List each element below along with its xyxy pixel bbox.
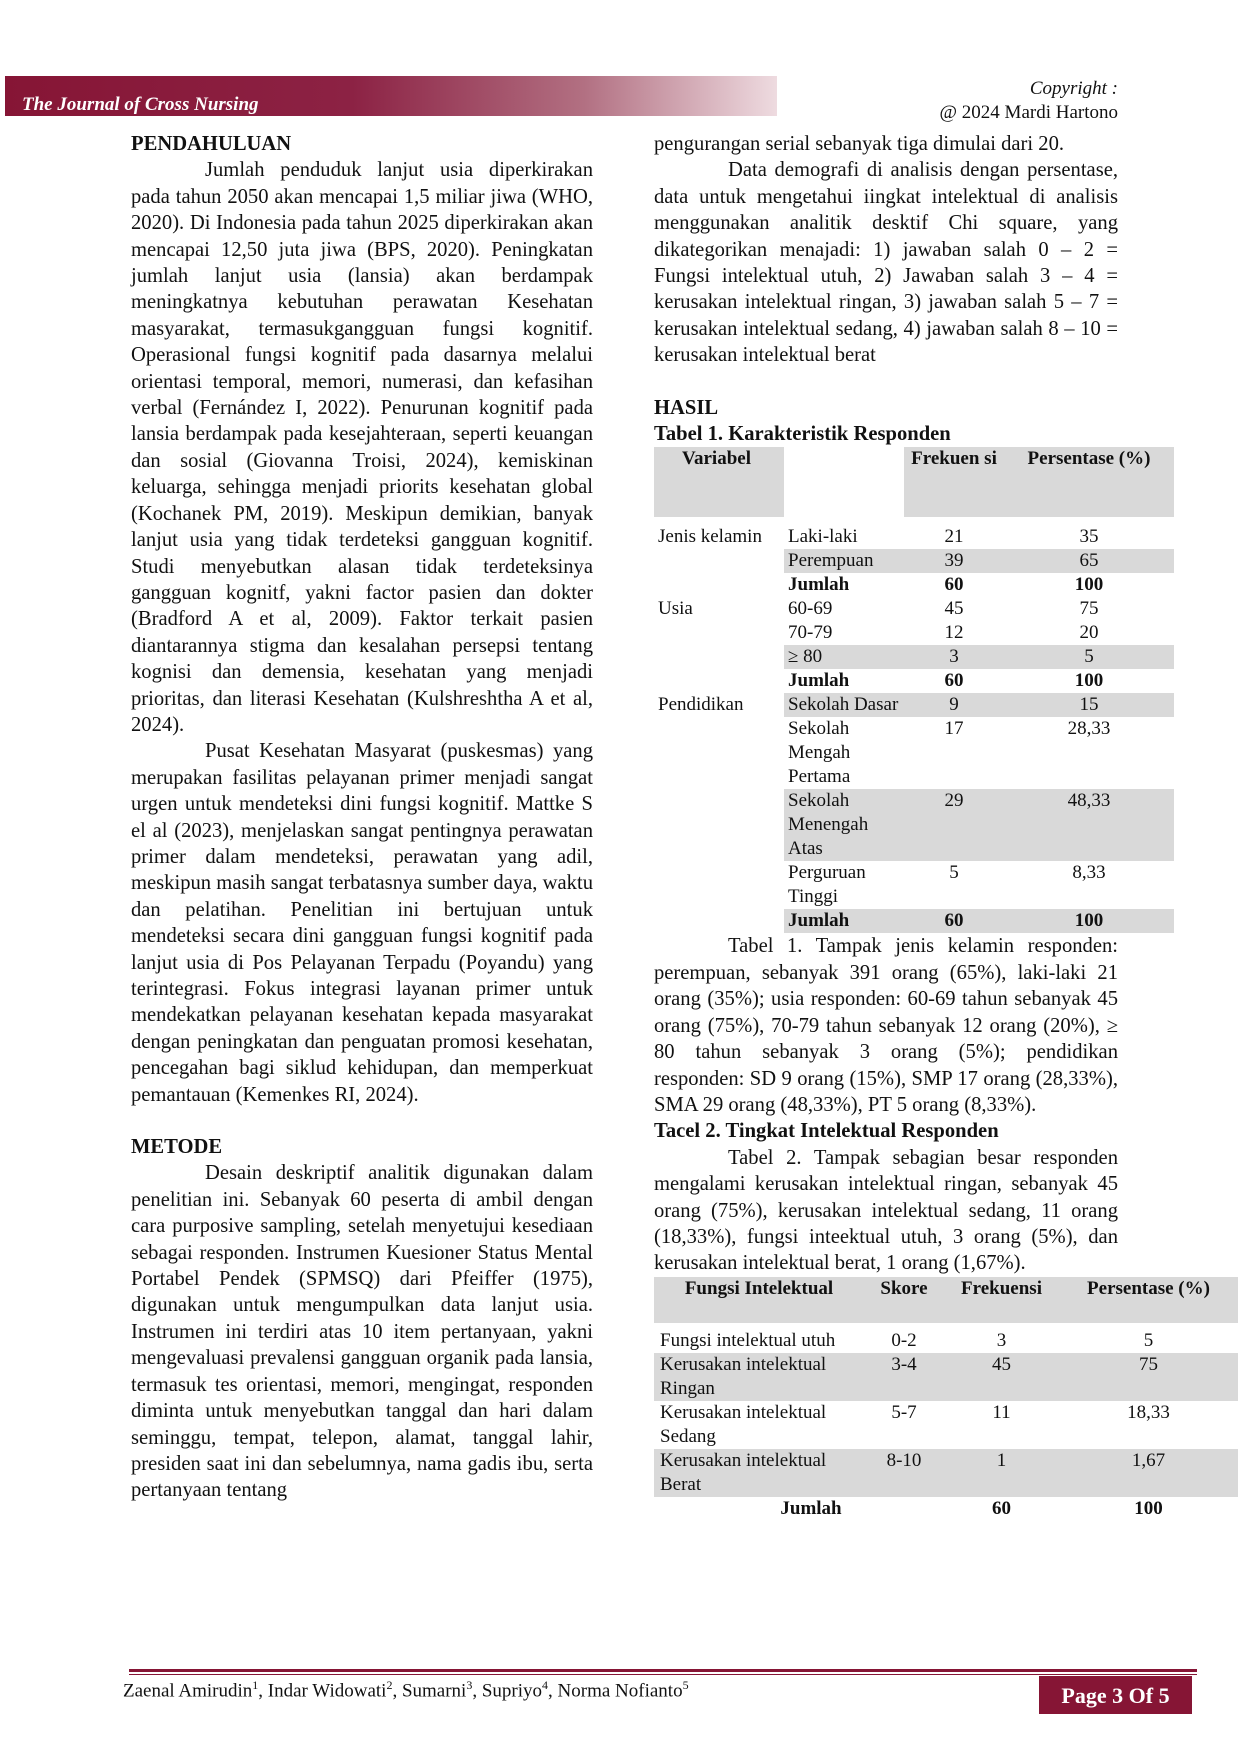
table1-row xyxy=(654,645,1174,669)
table1-cell-category: Perempuan xyxy=(784,549,904,573)
footer-rule-thin xyxy=(129,1674,1197,1675)
table2-row xyxy=(654,1401,1238,1449)
author-name: Sumarni xyxy=(401,1680,467,1702)
table1-cell-variable xyxy=(654,669,784,693)
author-separator: , xyxy=(548,1680,558,1702)
table2-cell-score: 8-10 xyxy=(886,1449,922,1471)
table2-cell-function: Kerusakan intelektual Ringan xyxy=(660,1353,827,1399)
table1-cell-frequency: 29 xyxy=(904,789,1004,861)
table1-cell-variable xyxy=(654,789,784,861)
table2-row xyxy=(654,1449,1238,1497)
table1-cell-percent: 35 xyxy=(1079,526,1099,548)
table1-cell-percent: 28,33 xyxy=(1067,718,1111,740)
result-heading: HASIL xyxy=(654,396,719,419)
table1-row xyxy=(654,573,1174,597)
intro-heading: PENDAHULUAN xyxy=(131,133,292,155)
table1-cell-percent: 8,33 xyxy=(1072,862,1106,884)
table1-cell-percent: 48,33 xyxy=(1004,789,1174,861)
table2-total-row xyxy=(654,1497,1238,1521)
table1-row xyxy=(654,909,1174,933)
table2-cell-percent: 5 xyxy=(1143,1329,1154,1351)
table2-row xyxy=(654,1323,1238,1353)
table1-row xyxy=(654,789,1174,861)
table1-cell-variable xyxy=(654,909,784,933)
table1-header-percent: Persentase (%) xyxy=(1004,447,1174,517)
author-name: Norma Nofianto xyxy=(557,1680,683,1702)
table1-cell-percent: 100 xyxy=(1074,670,1104,692)
intro-paragraph-2: Pusat Kesehatan Masyarat (puskesmas) yang merupakan fasilitas pelayanan primer menjadi sangat urgen untuk mendeteksi dini fungsi kognitif. Mattke S el al (2023), menjelaskan sangat pentingnya perawatan primer dalam mendeteksi, perawatan yang adil, meskipun masih sangat terbatasnya sumber daya, waktu dan pelatihan. Penelitian ini bertujuan untuk mendeteksi secara dini gangguan fungsi kognitif pada lanjut usia di Pos Pelayanan Terpadu (Poyandu) yang terintegrasi. Fokus integrasi layanan primer untuk mendekatkan pelayanan kesehatan kepada masyarakat dengan peningkatan dan penguatan promosi kesehatan, pencegahan bagi siklud kehidupan, dan memperkuat pemantauan (Kemenkes RI, 2024). xyxy=(131,740,593,1106)
table1-cell-frequency: 21 xyxy=(944,526,964,548)
author-separator: , xyxy=(258,1680,268,1702)
table1-cell-category: Sekolah Menengah Atas xyxy=(784,789,904,861)
table1-cell-frequency: 60 xyxy=(944,670,964,692)
page-number: Page 3 Of 5 xyxy=(1039,1676,1192,1714)
table1-respondent-characteristics xyxy=(654,447,1174,933)
table2-cell-percent: 75 xyxy=(1139,1353,1158,1375)
method-paragraph: Desain deskriptif analitik digunakan dalam penelitian ini. Sebanyak 60 peserta di ambil dengan cara purposive sampling, setelah menyetujui kesediaan sebagai responden. Instrumen Kuesioner Status Mental Portabel Pendek (SPMSQ) dari Pfeiffer (1975), digunakan untuk mengumpulkan data lanjut usia. Instrumen ini terdiri atas 10 item pertanyaan, yakni mengevaluasi prevalensi gangguan organik pada lansia, termasuk tes orientasi, memori, mengingat, responden diminta untuk menyebutkan tanggal dan hari dalam seminggu, tempat, telepon, alamat, tanggal lahir, presiden saat ini dan sebelumnya, nama gadis ibu, serta pertanyaan tentang xyxy=(131,1162,593,1502)
table1-cell-category: Sekolah Dasar xyxy=(784,693,904,717)
table1-cell-category: Jumlah xyxy=(788,670,850,692)
table2-cell-score: 0-2 xyxy=(891,1329,917,1351)
table1-cell-category: Perguruan Tinggi xyxy=(788,862,866,908)
table1-cell-frequency: 12 xyxy=(944,622,964,644)
table2-caption: Tacel 2. Tingkat Intelektual Responden xyxy=(654,1120,999,1143)
table1-cell-percent: 100 xyxy=(1004,909,1174,933)
table2-cell-function: Fungsi intelektual utuh xyxy=(660,1329,836,1351)
table1-cell-variable xyxy=(654,645,784,669)
table2-header-score: Skore xyxy=(880,1277,928,1299)
author-affiliation: 2 xyxy=(386,1678,393,1692)
table2-cell-function: Kerusakan intelektual Sedang xyxy=(660,1401,827,1447)
table1-cell-category: 60-69 xyxy=(788,598,833,620)
author-name: Zaenal Amirudin xyxy=(123,1680,253,1702)
table1-cell-category: ≥ 80 xyxy=(784,645,904,669)
table1-row xyxy=(654,621,1174,645)
table2-intellectual-level xyxy=(654,1277,1238,1521)
table2-total-percent: 100 xyxy=(1134,1497,1163,1519)
table1-cell-frequency: 9 xyxy=(904,693,1004,717)
table1-header-variable: Variabel xyxy=(682,448,751,470)
table1-cell-frequency: 17 xyxy=(944,718,964,740)
table1-cell-variable: Pendidikan xyxy=(658,694,744,716)
table2-cell-frequency: 11 xyxy=(992,1401,1011,1423)
table1-header-frequency: Frekuen si xyxy=(904,447,1004,517)
table1-cell-variable: Usia xyxy=(658,598,693,620)
table1-cell-percent: 75 xyxy=(1079,598,1099,620)
author-affiliation: 1 xyxy=(252,1678,259,1692)
table2-body xyxy=(654,1323,1238,1497)
table1-header-row xyxy=(654,447,1174,517)
footer-rule xyxy=(129,1669,1197,1672)
table1-row xyxy=(654,861,1174,909)
table1-row xyxy=(654,717,1174,789)
footer-authors xyxy=(123,1678,689,1702)
author-separator: , xyxy=(472,1680,482,1702)
table2-cell-score: 5-7 xyxy=(891,1401,917,1423)
table1-cell-frequency: 3 xyxy=(904,645,1004,669)
table2-total-label: Jumlah xyxy=(780,1497,842,1519)
table1-cell-frequency: 60 xyxy=(904,909,1004,933)
table2-cell-percent: 1,67 xyxy=(1131,1449,1166,1471)
table2-header-frequency: Frekuensi xyxy=(961,1277,1042,1299)
table2-row xyxy=(654,1353,1238,1401)
table2-cell-frequency: 1 xyxy=(996,1449,1007,1471)
table2-header-row xyxy=(654,1277,1238,1323)
table1-cell-percent: 20 xyxy=(1079,622,1099,644)
table1-cell-percent: 100 xyxy=(1074,574,1104,596)
table1-cell-variable xyxy=(654,549,784,573)
table1-cell-category: Laki-laki xyxy=(788,526,858,548)
author-name: Indar Widowati xyxy=(267,1680,387,1702)
table1-cell-variable: Jenis kelamin xyxy=(658,526,762,548)
table1-cell-frequency: 5 xyxy=(949,862,959,884)
table2-description: Tabel 2. Tampak sebagian besar responden mengalami kerusakan intelektual ringan, sebanyak 45 orang (75%), kerusakan intelektual sedang, 11 orang (18,33%), fungsi inteektual utuh, 3 orang (5%), dan kerusakan intelektual berat, 1 orang (1,67%). xyxy=(654,1146,1118,1275)
copyright-holder: @ 2024 Mardi Hartono xyxy=(939,102,1118,123)
table1-cell-frequency: 60 xyxy=(944,574,964,596)
author-separator: , xyxy=(392,1680,402,1702)
table2-cell-percent: 18,33 xyxy=(1127,1401,1170,1423)
table1-description: Tabel 1. Tampak jenis kelamin responden: perempuan, sebanyak 391 orang (65%), laki-laki 21 orang (35%); usia responden: 60-69 tahun sebanyak 45 orang (75%), 70-79 tahun sebanyak 12 orang (20%), ≥ 80 tahun sebanyak 3 orang (5%); pendidikan responden: SD 9 orang (15%), SMP 17 orang (28,33%), SMA 29 orang (48,33%), PT 5 orang (8,33%). xyxy=(654,935,1118,1116)
table1-cell-variable xyxy=(654,573,784,597)
table1-cell-frequency: 45 xyxy=(944,598,964,620)
table1-cell-percent: 5 xyxy=(1004,645,1174,669)
table1-cell-category: Jumlah xyxy=(788,574,850,596)
author-affiliation: 4 xyxy=(542,1678,549,1692)
author-affiliation: 5 xyxy=(682,1678,689,1692)
table2-header-function: Fungsi Intelektual xyxy=(684,1277,834,1299)
right-column xyxy=(654,131,1210,1521)
table2-cell-score: 3-4 xyxy=(891,1353,917,1375)
table1-caption: Tabel 1. Karakteristik Responden xyxy=(654,423,951,446)
table2-cell-frequency: 45 xyxy=(992,1353,1011,1375)
table1-row xyxy=(654,669,1174,693)
table1-cell-category: Sekolah Mengah Pertama xyxy=(788,718,851,788)
table1-row xyxy=(654,517,1174,549)
table1-cell-variable xyxy=(654,621,784,645)
table1-row xyxy=(654,693,1174,717)
table1-cell-category: Jumlah xyxy=(784,909,904,933)
copyright-block xyxy=(940,77,1118,125)
copyright-label: Copyright : xyxy=(1029,78,1118,99)
table1-row xyxy=(654,549,1174,573)
journal-title: The Journal of Cross Nursing xyxy=(22,94,259,115)
table1-cell-variable xyxy=(654,717,784,789)
intro-paragraph-1: Jumlah penduduk lanjut usia diperkirakan pada tahun 2050 akan mencapai 1,5 miliar jiwa (WHO, 2020). Di Indonesia pada tahun 2025 diperkirakan akan mencapai 12,50 juta jiwa (BPS, 2020). Peningkatan jumlah lanjut usia (lansia) akan berdampak meningkatnya kebutuhan perawatan Kesehatan masyarakat, termasukgangguan fungsi kognitif. Operasional fungsi kognitif pada dasarnya melalui orientasi temporal, memori, numerasi, dan kefasihan verbal (Fernández I, 2022). Penurunan kognitif pada lansia berdampak pada kesejahteraan, seperti keuangan dan sosial (Giovanna Troisi, 2024), kemiskinan keluarga, sehingga menjadi priorits kesehatan global (Kochanek PM, 2019). Meskipun demikian, banyak lanjut usia yang tidak terdeteksi gangguan kognitif. Studi menyebutkan alasan tidak terdeteksinya gangguan kognitf, yakni factor pasien dan dokter (Bradford A et al, 2009). Faktor terkait pasien diantarannya stigma dan kesalahan persepsi tentang kognisi dan demensia, kesehatan yang menjadi prioritas, dan literasi Kesehatan (Kulshreshtha A et al, 2024). xyxy=(131,159,593,736)
method-heading: METODE xyxy=(131,1136,223,1159)
table2-header-percent: Persentase (%) xyxy=(1087,1277,1210,1299)
table2-cell-frequency: 3 xyxy=(996,1329,1007,1351)
method-paragraph-cont: pengurangan serial sebanyak tiga dimulai dari 20. xyxy=(654,133,1065,155)
author-name: Supriyo xyxy=(481,1680,543,1702)
analysis-paragraph: Data demografi di analisis dengan persentase, data untuk mengetahui iingkat intelektual di analisis menggunakan analitik desktif Chi square, yang dikategorikan menajadi: 1) jawaban salah 0 – 2 = Fungsi intelektual utuh, 2) Jawaban salah 3 – 4 = kerusakan intelektual ringan, 3) jawaban salah 5 – 7 = kerusakan intelektual sedang, 4) jawaban salah 8 – 10 = kerusakan intelektual berat xyxy=(654,159,1118,367)
table2-total-frequency: 60 xyxy=(992,1497,1011,1519)
author-affiliation: 3 xyxy=(466,1678,473,1692)
table1-cell-frequency: 39 xyxy=(904,549,1004,573)
table1-body xyxy=(654,517,1174,933)
table1-cell-percent: 65 xyxy=(1004,549,1174,573)
table2-cell-function: Kerusakan intelektual Berat xyxy=(660,1449,827,1495)
table1-cell-percent: 15 xyxy=(1004,693,1174,717)
table1-row xyxy=(654,597,1174,621)
left-column xyxy=(131,131,593,1504)
table1-cell-variable xyxy=(654,861,784,909)
table1-cell-category: 70-79 xyxy=(788,622,833,644)
